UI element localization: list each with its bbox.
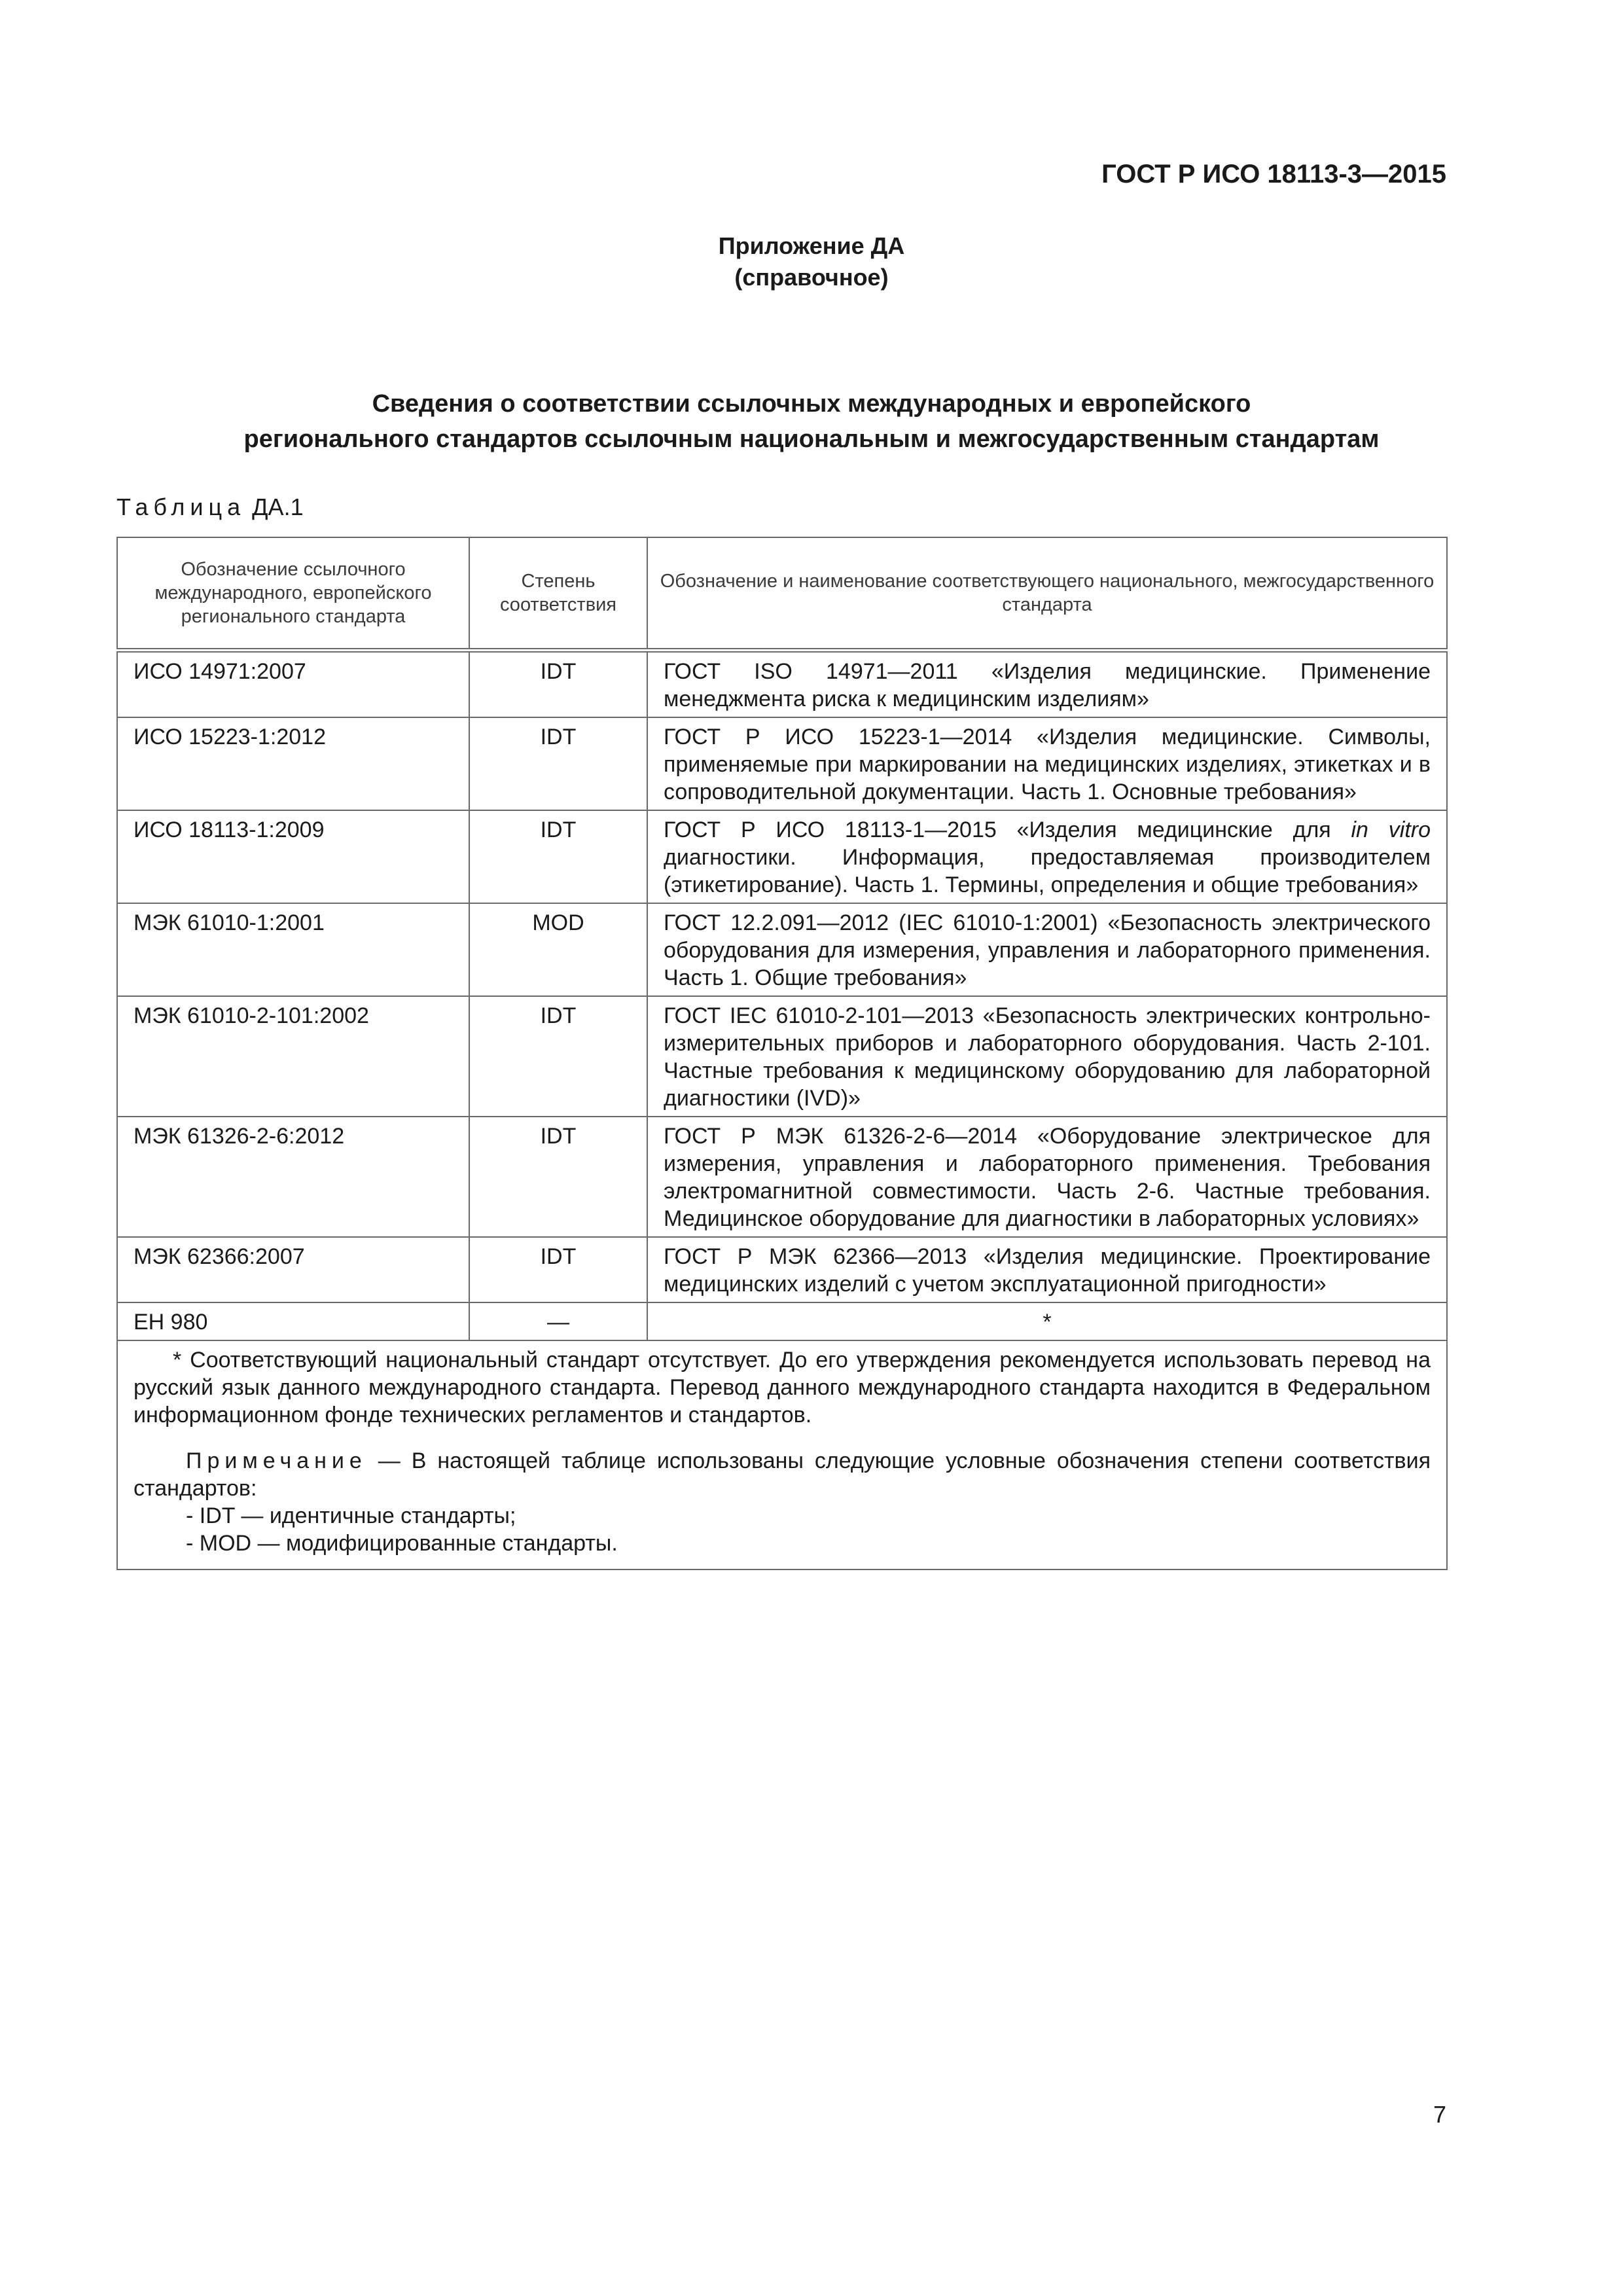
header-international-standard: Обозначение ссылочного международного, европейского регионального стандарта bbox=[117, 537, 469, 651]
cell-code: МЭК 61010-1:2001 bbox=[117, 903, 469, 996]
table-footer-row bbox=[117, 1340, 1447, 1570]
table-row bbox=[117, 717, 1447, 810]
correspondence-table bbox=[116, 537, 1448, 1570]
main-title-line-1: Сведения о соответствии ссылочных международных и европейского bbox=[372, 390, 1251, 418]
table-row bbox=[117, 651, 1447, 718]
asterisk-footnote: * Соответствующий национальный стандарт отсутствует. До его утверждения рекомендуется использовать перевод на русский язык данного международного стандарта. Перевод данного международного стандарта находится в Федеральном информационном фонде технических регламентов и стандартов. bbox=[134, 1348, 1431, 1427]
table-label-word: Таблица bbox=[116, 493, 246, 520]
table-note bbox=[134, 1447, 1431, 1502]
cell-code: МЭК 61326-2-6:2012 bbox=[117, 1117, 469, 1237]
cell-code: ИСО 14971:2007 bbox=[117, 651, 469, 718]
table-row bbox=[117, 996, 1447, 1117]
note-text: — В настоящей таблице использованы следующие условные обозначения степени соответствия стандартов: bbox=[134, 1448, 1431, 1501]
table-row bbox=[117, 1117, 1447, 1237]
cell-national: ГОСТ ISO 14971—2011 «Изделия медицинские. Применение менеджмента риска к медицинским изделиям» bbox=[647, 651, 1447, 718]
cell-national: ГОСТ Р МЭК 61326-2-6—2014 «Оборудование электрическое для измерения, управления и лабораторного применения. Требования электромагнитной совместимости. Часть 2-6. Частные требования. Медицинское оборудование для диагностики в лабораторных условиях» bbox=[647, 1117, 1447, 1237]
cell-degree: IDT bbox=[469, 717, 647, 810]
cell-degree: MOD bbox=[469, 903, 647, 996]
table-header-row bbox=[117, 537, 1447, 651]
national-text-part: диагностики. Информация, предоставляемая производителем (этикетирование). Часть 1. Термины, определения и общие требования» bbox=[664, 845, 1431, 897]
cell-code: ИСО 15223-1:2012 bbox=[117, 717, 469, 810]
table-row bbox=[117, 903, 1447, 996]
cell-degree: IDT bbox=[469, 1117, 647, 1237]
main-title bbox=[0, 386, 1623, 457]
cell-national: ГОСТ Р МЭК 62366—2013 «Изделия медицинские. Проектирование медицинских изделий с учетом эксплуатационной пригодности» bbox=[647, 1237, 1447, 1302]
national-text-part: ГОСТ Р ИСО 18113-1—2015 «Изделия медицинские для bbox=[664, 817, 1351, 842]
cell-national: ГОСТ IEC 61010-2-101—2013 «Безопасность электрических контрольно-измерительных приборов и лабораторного оборудования. Часть 2-101. Частные требования к медицинскому оборудованию для лабораторной диагностики (IVD)» bbox=[647, 996, 1447, 1117]
page-number: 7 bbox=[1433, 2101, 1446, 2128]
table-row bbox=[117, 810, 1447, 903]
header-national-standard: Обозначение и наименование соответствующего национального, межгосударственного стандарта bbox=[647, 537, 1447, 651]
table-row bbox=[117, 1302, 1447, 1340]
main-title-line-2: регионального стандартов ссылочным национальным и межгосударственным стандартам bbox=[243, 425, 1380, 453]
cell-degree: IDT bbox=[469, 651, 647, 718]
annex-heading bbox=[0, 230, 1623, 293]
annex-subtitle: (справочное) bbox=[734, 264, 889, 291]
cell-code: МЭК 61010-2-101:2002 bbox=[117, 996, 469, 1117]
cell-code: ЕН 980 bbox=[117, 1302, 469, 1340]
cell-national: ГОСТ 12.2.091—2012 (IEC 61010-1:2001) «Безопасность электрического оборудования для измерения, управления и лабораторного применения. Часть 1. Общие требования» bbox=[647, 903, 1447, 996]
cell-national bbox=[647, 810, 1447, 903]
note-list-item: - IDT — идентичные стандарты; bbox=[186, 1503, 516, 1528]
cell-national: * bbox=[647, 1302, 1447, 1340]
table-label-number: ДА.1 bbox=[252, 493, 304, 520]
cell-degree: — bbox=[469, 1302, 647, 1340]
cell-degree: IDT bbox=[469, 810, 647, 903]
cell-degree: IDT bbox=[469, 996, 647, 1117]
document-code: ГОСТ Р ИСО 18113-3—2015 bbox=[1101, 160, 1446, 188]
table-footer bbox=[117, 1340, 1447, 1570]
cell-code: ИСО 18113-1:2009 bbox=[117, 810, 469, 903]
table-row bbox=[117, 1237, 1447, 1302]
annex-title: Приложение ДА bbox=[718, 232, 905, 259]
note-list-item: - MOD — модифицированные стандарты. bbox=[186, 1531, 618, 1556]
national-text-italic: in vitro bbox=[1351, 817, 1431, 842]
cell-national: ГОСТ Р ИСО 15223-1—2014 «Изделия медицинские. Символы, применяемые при маркировании на медицинских изделиях, этикетках и в сопроводительной документации. Часть 1. Основные требования» bbox=[647, 717, 1447, 810]
header-degree: Степень соответствия bbox=[469, 537, 647, 651]
cell-degree: IDT bbox=[469, 1237, 647, 1302]
table-label bbox=[116, 493, 304, 521]
note-label: Примечание bbox=[186, 1448, 367, 1473]
cell-code: МЭК 62366:2007 bbox=[117, 1237, 469, 1302]
